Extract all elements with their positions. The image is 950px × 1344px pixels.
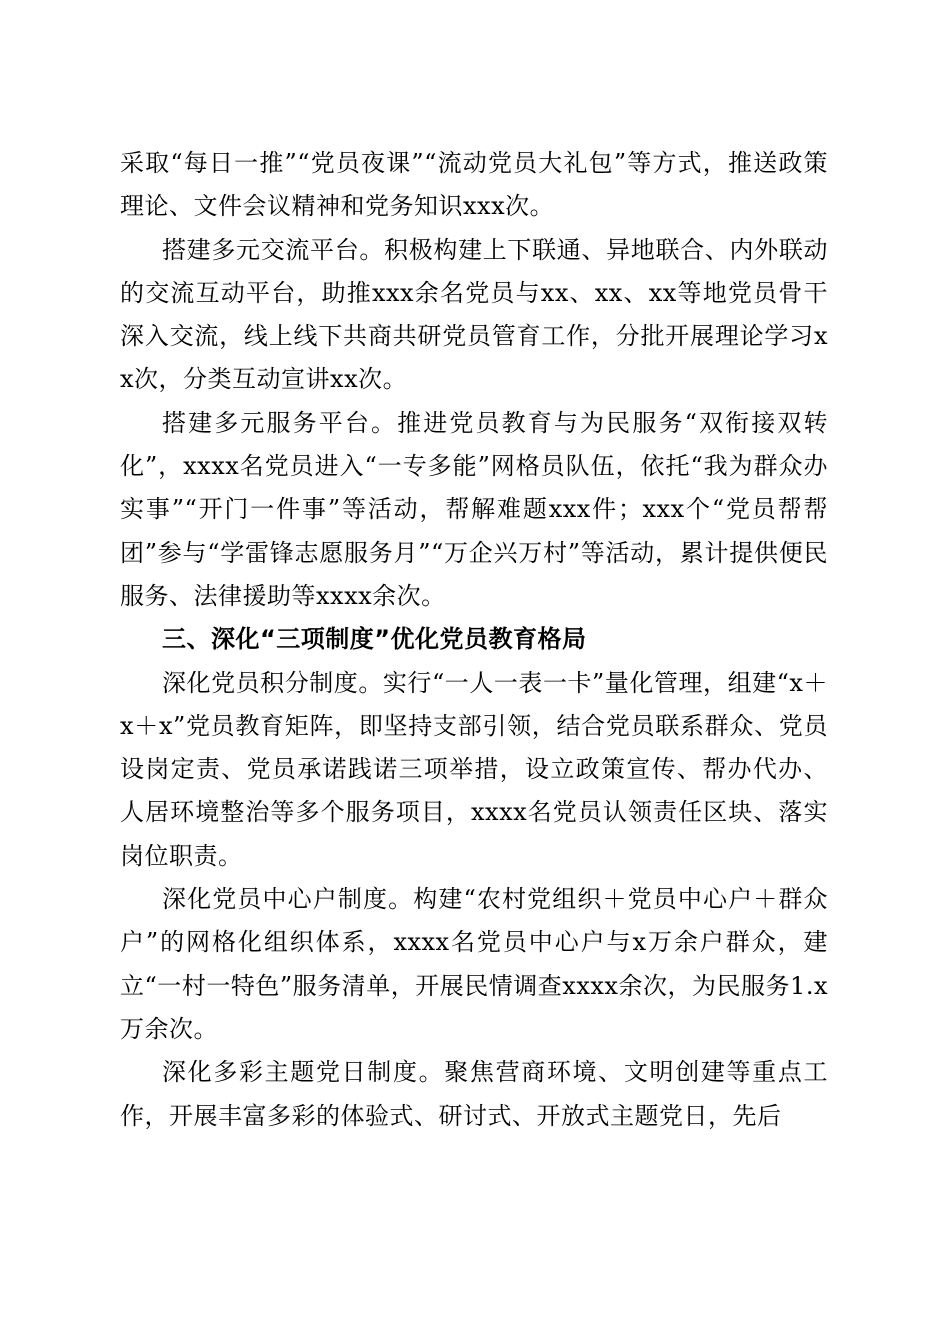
paragraph-theme-party-day: 深化多彩主题党日制度。聚焦营商环境、文明创建等重点工作，开展丰富多彩的体验式、研讨式、开放式主题党日，先后	[120, 1058, 828, 1130]
paragraph-continuation: 采取“每日一推”“党员夜课”“流动党员大礼包”等方式，推送政策理论、文件会议精神和党务知识xxx次。	[120, 149, 828, 221]
paragraph-points-system: 深化党员积分制度。实行“一人一表一卡”量化管理，组建“x＋x＋x”党员教育矩阵，即坚持支部引领，结合党员联系群众、党员设岗定责、党员承诺践诺三项举措，设立政策宣传、帮办代办、人居环境整治等多个服务项目，xxxx名党员认领责任区块、落实岗位职责。	[120, 668, 828, 870]
paragraph-central-household-system: 深化党员中心户制度。构建“农村党组织＋党员中心户＋群众户”的网格化组织体系，xxxx名党员中心户与x万余户群众，建立“一村一特色”服务清单，开展民情调查xxxx余次，为民服务1.x万余次。	[120, 885, 828, 1043]
paragraph-exchange-platform: 搭建多元交流平台。积极构建上下联通、异地联合、内外联动的交流互动平台，助推xxx余名党员与xx、xx、xx等地党员骨干深入交流，线上线下共商共研党员管育工作，分批开展理论学习xx次，分类互动宣讲xx次。	[120, 235, 828, 394]
section-heading-three: 三、深化“三项制度”优化党员教育格局	[162, 625, 587, 654]
document-body	[120, 142, 828, 1138]
paragraph-service-platform: 搭建多元服务平台。推进党员教育与为民服务“双衔接双转化”，xxxx名党员进入“一专多能”网格员队伍，依托“我为群众办实事”“开门一件事”等活动，帮解难题xxx件；xxx个“党员帮帮团”参与“学雷锋志愿服务月”“万企兴万村”等活动，累计提供便民服务、法律援助等xxxx余次。	[120, 408, 828, 610]
